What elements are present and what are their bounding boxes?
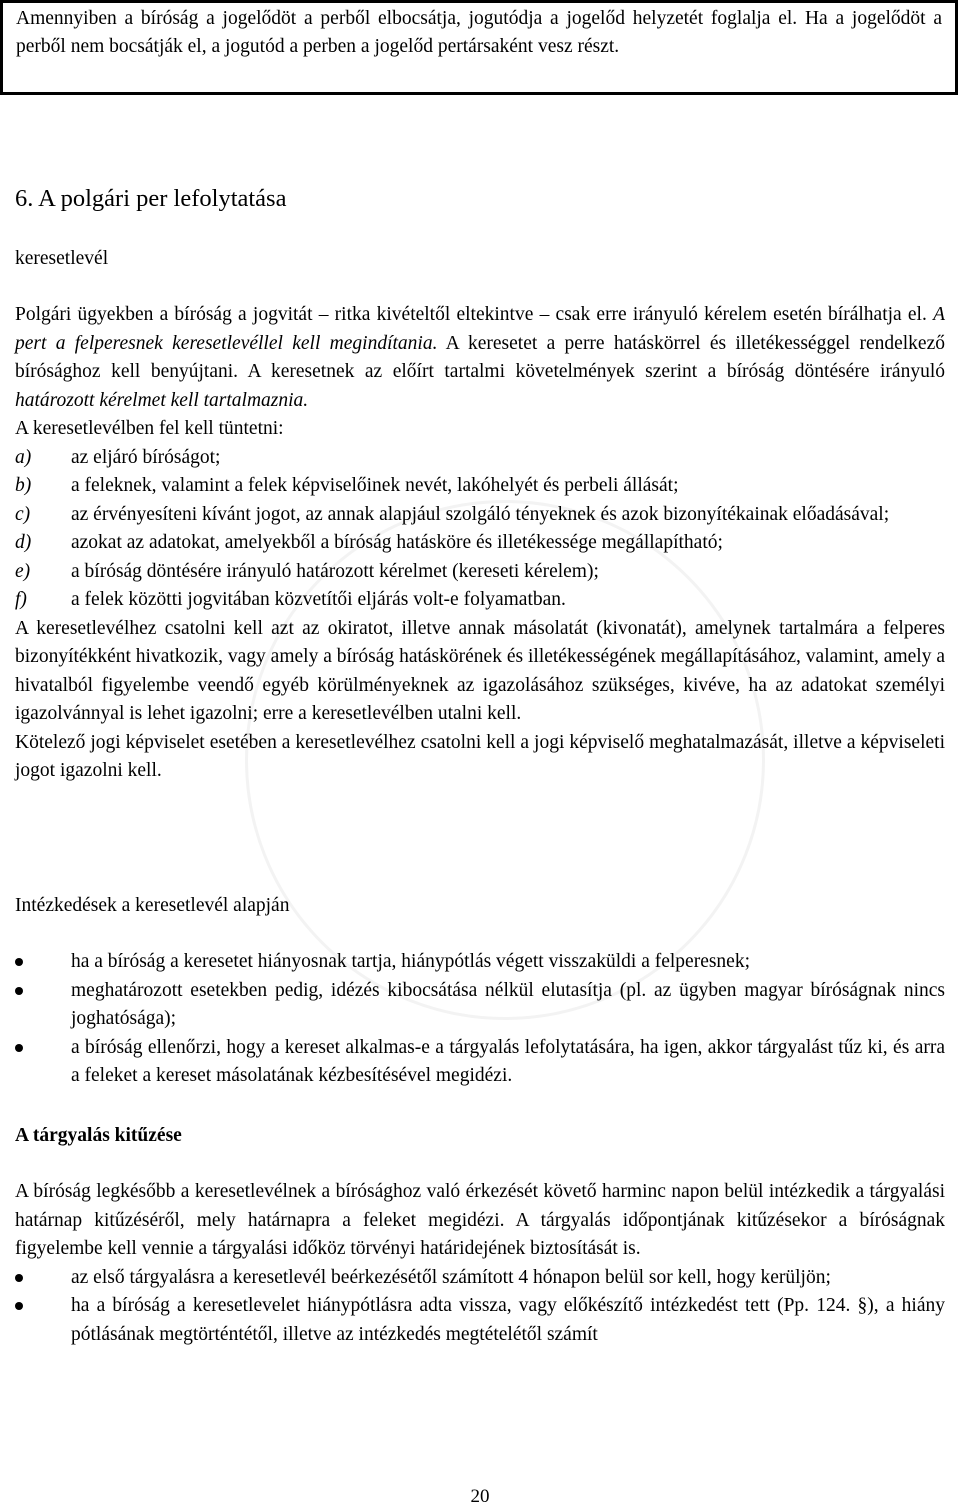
subheading-keresetlevel: keresetlevél bbox=[15, 248, 109, 269]
list-item: e) a bíróság döntésére irányuló határozott kérelmet (kereseti kérelem); bbox=[15, 560, 599, 582]
p1-part-a: Polgári ügyekben a bíróság a jogvitát – ritka kivételtől eltekintve – csak erre irányuló kérelem esetén bírálhatja el. bbox=[15, 304, 934, 325]
box-text: Amennyiben a bíróság a jogelődöt a perből elbocsátja, jogutódja a jogelőd helyzetét foglalja el. Ha a jogelődöt a perből nem bocsátják el, a jogutód a perben a jogelőd pertársaként vesz részt. bbox=[16, 8, 942, 57]
requirements-intro: A keresetlevélben fel kell tüntetni: bbox=[15, 418, 284, 439]
page-number: 20 bbox=[470, 1486, 490, 1507]
p1-part-d: határozott kérelmet kell tartalmaznia. bbox=[15, 389, 309, 411]
requirements-list bbox=[15, 444, 945, 615]
bullet-icon bbox=[15, 977, 71, 1034]
p1-part-b: A pert a felperesnek keresetlevéllel kell megindítania. bbox=[15, 304, 945, 354]
list-item: meghatározott esetekben pedig, idézés kibocsátása nélkül elutasítja (pl. az ügyben magyar bíróságnak nincs joghatósága); bbox=[15, 977, 945, 1034]
bullet-icon bbox=[15, 1034, 71, 1091]
list-item: b) a feleknek, valamint a felek képviselőinek nevét, lakóhelyét és perbeli állását; bbox=[15, 475, 679, 496]
list-item: ha a bíróság a keresetet hiányosnak tartja, hiánypótlás végett visszaküldi a felperesnek; bbox=[15, 948, 945, 977]
bullet-icon bbox=[15, 948, 71, 977]
attachments-paragraph: A keresetlevélhez csatolni kell azt az okiratot, illetve annak másolatát (kivonatát), amelynek tartalmára a felperes bizonyítékként hivatkozik, vagy amely a bíróság hatáskörének és illetékességének megállapításához, valamint, amely a hivatalból figyelembe veendő egyéb körülményeknek az igazolásához szükséges, kivéve, ha az adatokat személyi igazolvánnyal is lehet igazolni; erre a keresetlevélben utalni kell. bbox=[15, 617, 945, 724]
bullet-icon bbox=[15, 1264, 71, 1293]
list-item: f) a felek közötti jogvitában közvetítői eljárás volt-e folyamatban. bbox=[15, 589, 566, 610]
section-heading: 6. A polgári per lefolytatása bbox=[15, 185, 287, 212]
list-item: d) azokat az adatokat, amelyekből a bíróság hatásköre és illetékessége megállapítható; bbox=[15, 532, 723, 553]
hearing-section bbox=[15, 1178, 945, 1349]
hearing-paragraph: A bíróság legkésőbb a keresetlevélnek a bírósághoz való érkezését követő harminc napon belül intézkedik a tárgyalási határnap kitűzéséről, mely határnapra a feleket megidézi. A tárgyalás időpontjának kitűzésekor a bíróságnak figyelembe kell vennie a tárgyalási időköz törvényi határidejének biztosítását is. bbox=[15, 1181, 945, 1259]
highlight-box bbox=[0, 0, 958, 95]
list-item: ha a bíróság a keresetlevelet hiánypótlásra adta vissza, vagy előkészítő intézkedést tett (Pp. 124. §), a hiány pótlásának megtörténtétől, illetve az intézkedés megtételétől számít bbox=[15, 1292, 945, 1349]
list-item: c) az érvényesíteni kívánt jogot, az annak alapjául szolgáló tényeknek és azok bizonyítékainak előadásával; bbox=[15, 503, 890, 525]
p1-part-c: A keresetet a perre hatáskörrel és illetékességgel rendelkező bírósághoz kell benyújtani. A keresetnek az előírt tartalmi követelmények szerint a bíróság döntésére irányuló bbox=[15, 332, 945, 382]
list-item: a bíróság ellenőrzi, hogy a kereset alkalmas-e a tárgyalás lefolytatására, ha igen, akkor tárgyalást tűz ki, és arra a feleket a kereset másolatának kézbesítésével megidézi. bbox=[15, 1034, 945, 1091]
legal-representation-paragraph: Kötelező jogi képviselet esetében a keresetlevélhez csatolni kell a jogi képviselő meghatalmazását, illetve a képviseleti jogot igazolni kell. bbox=[15, 731, 945, 781]
list-item: a) az eljáró bíróságot; bbox=[15, 446, 221, 468]
measures-heading: Intézkedések a keresetlevél alapján bbox=[15, 895, 290, 916]
hearing-heading: A tárgyalás kitűzése bbox=[15, 1125, 182, 1146]
bullet-icon bbox=[15, 1292, 71, 1349]
measures-list bbox=[15, 948, 945, 1091]
intro-paragraph bbox=[15, 301, 945, 786]
list-item: az első tárgyalásra a keresetlevél beérkezésétől számított 4 hónapon belül sor kell, hogy kerüljön; bbox=[15, 1264, 945, 1293]
